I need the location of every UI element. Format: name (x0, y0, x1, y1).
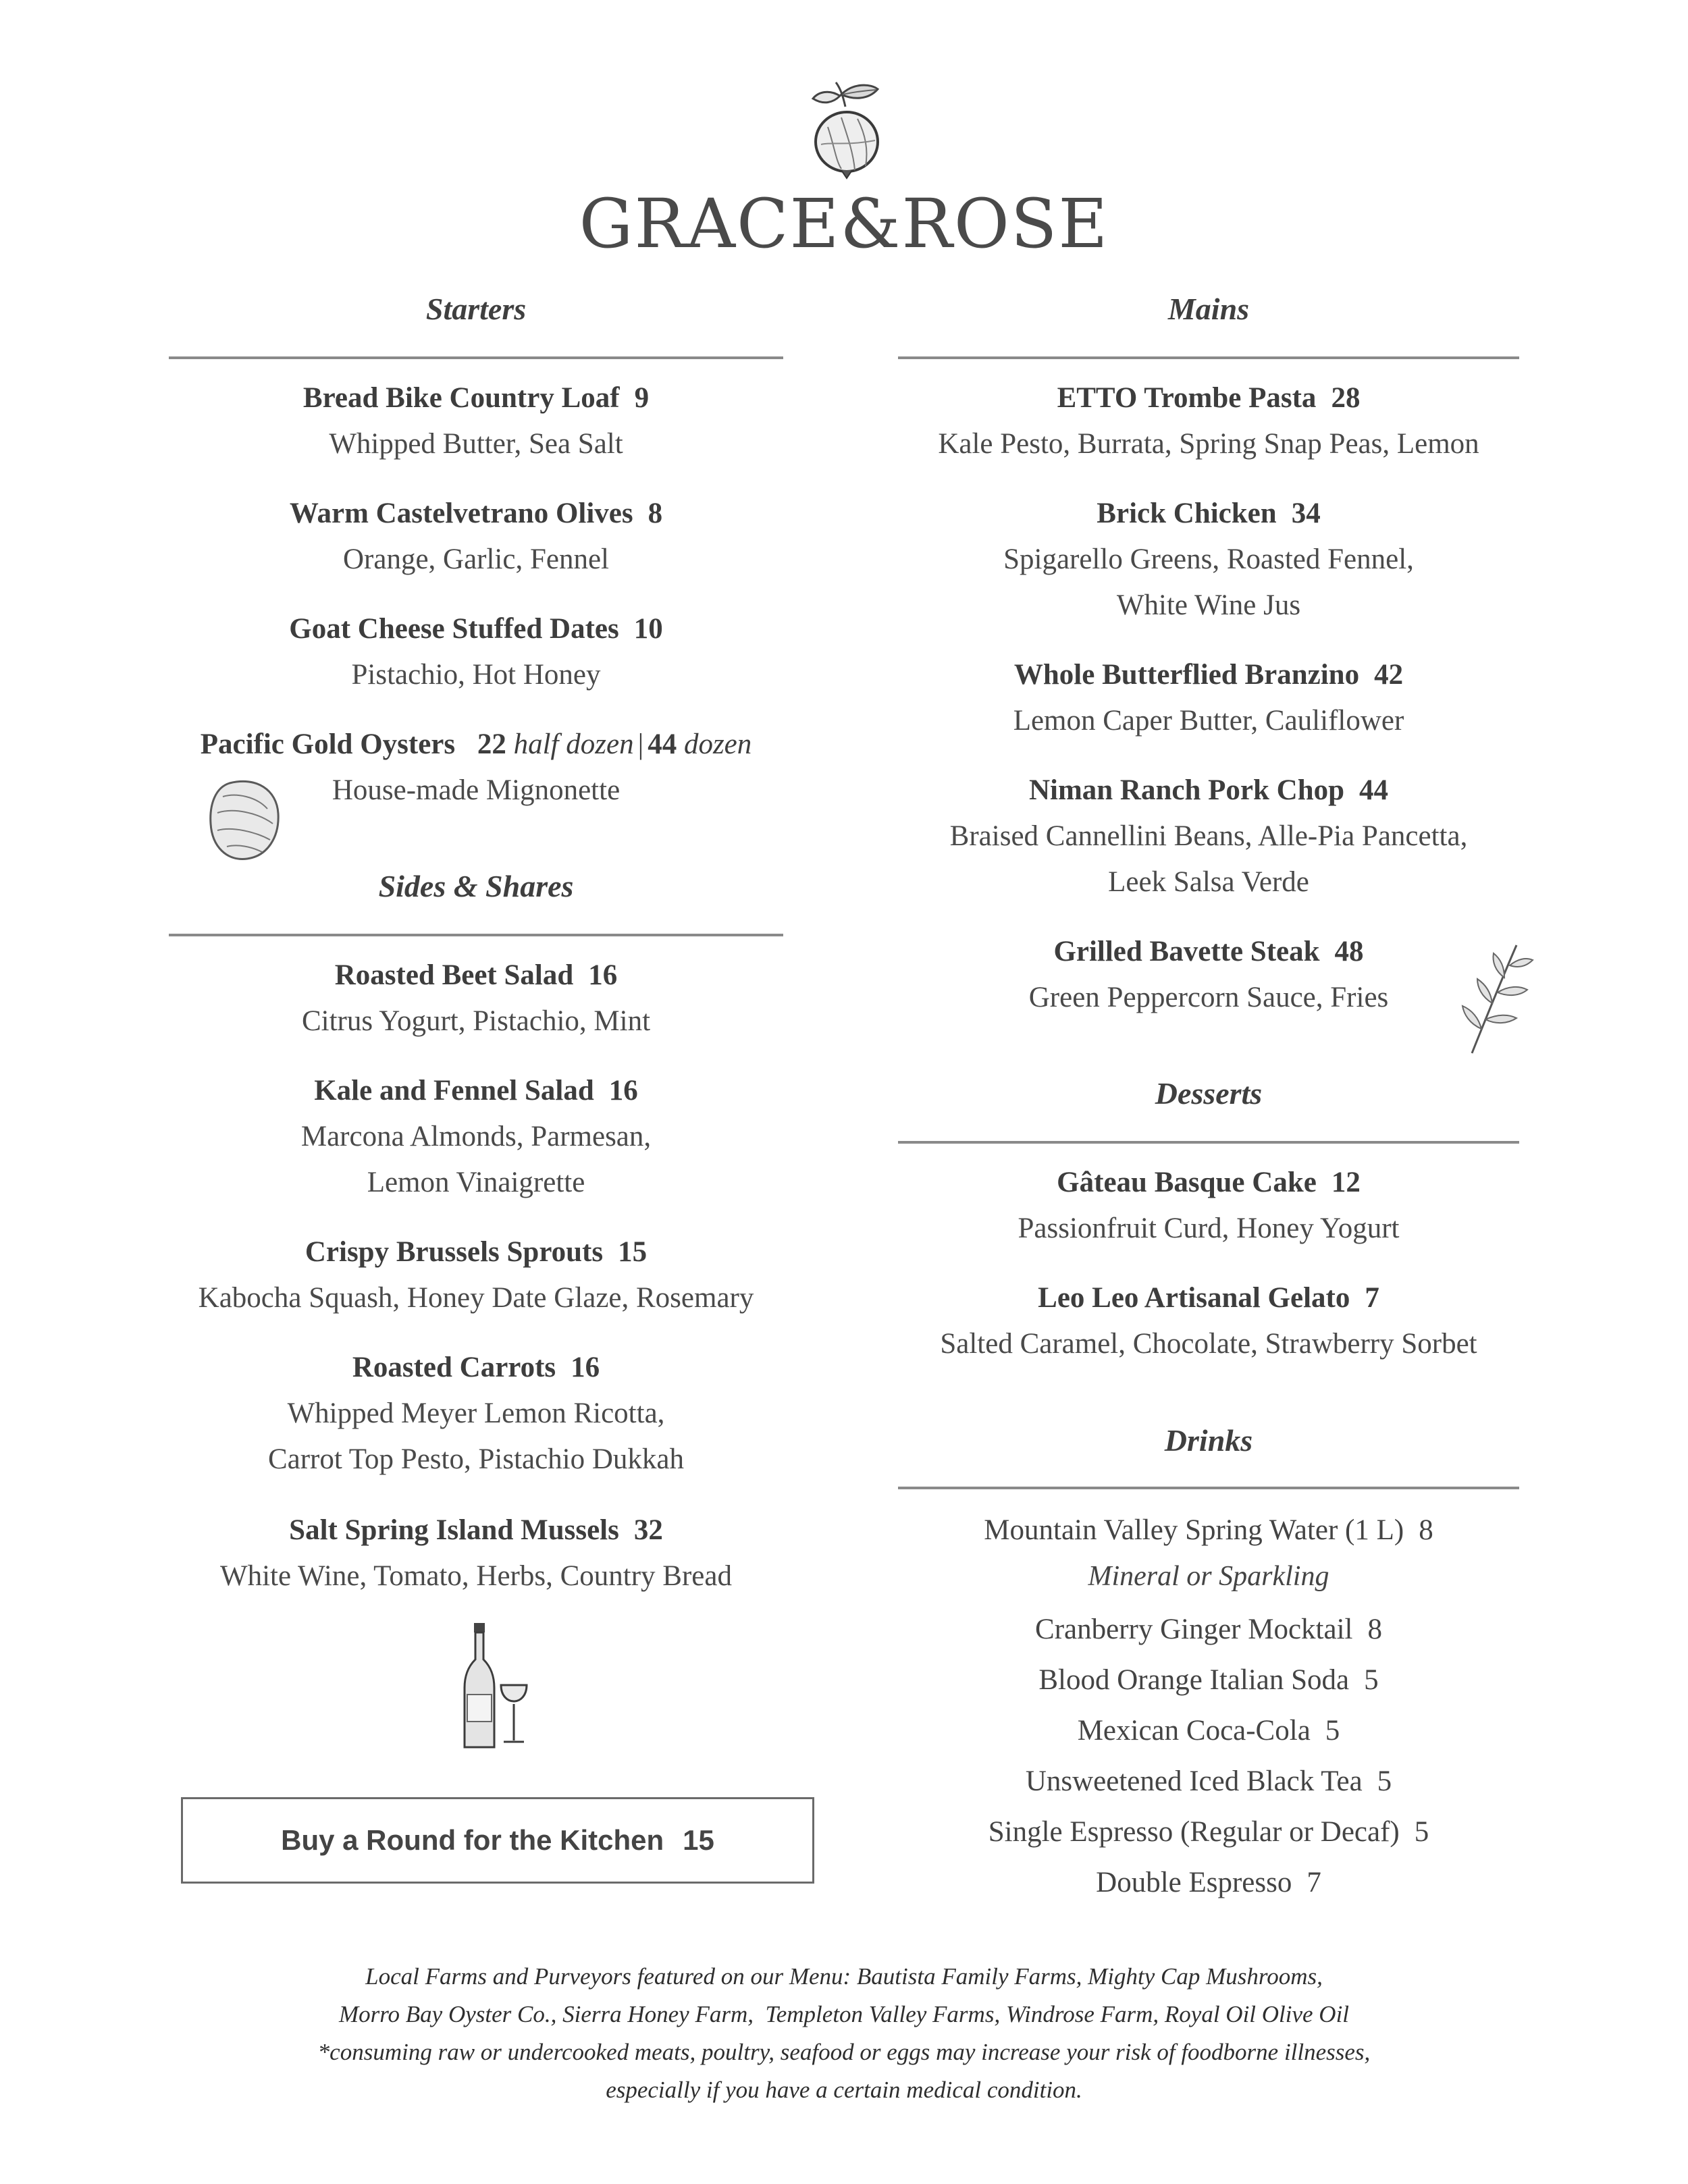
drink-price: 7 (1307, 1867, 1321, 1898)
item-price: 12 (1331, 1167, 1361, 1198)
menu-item (891, 1275, 1526, 1367)
item-price: 16 (588, 959, 618, 991)
item-description: Whipped Butter, Sea Salt (329, 428, 623, 460)
item-name: Kale and Fennel Salad (314, 1075, 594, 1107)
kitchen-round-label: Buy a Round for the Kitchen (281, 1824, 664, 1856)
drink-item (891, 1607, 1526, 1653)
mains-title: Mains (1167, 292, 1250, 326)
right-column (891, 0, 1526, 2184)
drink-name: Unsweetened Iced Black Tea (1025, 1765, 1363, 1797)
menu-item (162, 491, 790, 583)
desserts-divider (898, 1141, 1519, 1144)
item-price: 44 (1359, 774, 1389, 806)
drink-item (891, 1860, 1526, 1906)
menu-item (891, 375, 1526, 467)
oyster-icon (203, 776, 297, 864)
item-description: Pistachio, Hot Honey (351, 659, 601, 691)
item-name: Gâteau Basque Cake (1057, 1167, 1317, 1198)
item-price: 42 (1374, 659, 1404, 691)
item-price: 9 (634, 382, 650, 414)
drink-price: 5 (1377, 1765, 1392, 1797)
item-name: Salt Spring Island Mussels (289, 1514, 619, 1546)
item-name: Brick Chicken (1097, 498, 1277, 529)
drink-item (891, 1508, 1526, 1553)
fruit-icon (801, 80, 893, 181)
herb-sprig-icon (1452, 938, 1539, 1060)
mains-divider (898, 356, 1519, 359)
drinks-divider (898, 1487, 1519, 1489)
item-description: Passionfruit Curd, Honey Yogurt (1018, 1213, 1400, 1244)
item-description: Kale Pesto, Burrata, Spring Snap Peas, Lemon (938, 428, 1479, 460)
drink-name: Single Espresso (Regular or Decaf) (988, 1816, 1400, 1848)
drink-name: Double Espresso (1096, 1867, 1292, 1898)
brand-logo: GRACE&ROSE (579, 184, 1109, 263)
item-name: Crispy Brussels Sprouts (305, 1236, 604, 1268)
item-price: 16 (608, 1075, 638, 1107)
item-description: Whipped Meyer Lemon Ricotta, (287, 1397, 665, 1429)
item-price-half: 22 (477, 728, 506, 760)
item-name: Warm Castelvetrano Olives (289, 498, 633, 529)
menu-item (162, 1345, 790, 1483)
item-description: Kabocha Squash, Honey Date Glaze, Rosemary (198, 1282, 754, 1314)
item-name: Niman Ranch Pork Chop (1028, 774, 1345, 806)
drink-name: Cranberry Ginger Mocktail (1035, 1614, 1353, 1645)
sides-divider (169, 934, 783, 936)
dozen-label: dozen (683, 728, 752, 760)
item-name: Bread Bike Country Loaf (302, 382, 620, 414)
item-price: 15 (618, 1236, 648, 1268)
item-description: Marcona Almonds, Parmesan, (300, 1121, 652, 1152)
drinks-title: Drinks (1164, 1423, 1253, 1458)
item-price: 8 (648, 498, 663, 529)
kitchen-round-price: 15 (683, 1824, 714, 1856)
drink-price: 8 (1367, 1614, 1382, 1645)
menu-item (162, 375, 790, 467)
menu-item (891, 1160, 1526, 1252)
item-name: Leo Leo Artisanal Gelato (1038, 1282, 1350, 1314)
footer-line: especially if you have a certain medical condition. (606, 2077, 1082, 2103)
drink-item (891, 1708, 1526, 1754)
item-description: Lemon Vinaigrette (367, 1167, 585, 1198)
menu-item (891, 768, 1526, 905)
drink-item (891, 1759, 1526, 1805)
menu-item (891, 929, 1526, 1021)
desserts-title: Desserts (1155, 1076, 1263, 1111)
menu-item (162, 1508, 790, 1599)
menu-item (162, 953, 790, 1044)
item-price: 34 (1291, 498, 1321, 529)
item-description: Green Peppercorn Sauce, Fries (1028, 982, 1389, 1013)
item-description: White Wine Jus (1116, 589, 1301, 621)
drink-price: 5 (1364, 1664, 1379, 1696)
item-price: 16 (571, 1352, 600, 1383)
wine-bottle-icon (459, 1620, 533, 1755)
drink-price: 5 (1414, 1816, 1429, 1848)
item-description: Carrot Top Pesto, Pistachio Dukkah (267, 1443, 685, 1475)
item-name: Roasted Beet Salad (334, 959, 574, 991)
item-price: 48 (1334, 936, 1364, 967)
drink-item (891, 1657, 1526, 1703)
item-name: Roasted Carrots (352, 1352, 556, 1383)
item-description: White Wine, Tomato, Herbs, Country Bread (220, 1560, 732, 1592)
item-description: Leek Salsa Verde (1108, 866, 1309, 898)
drink-price: 8 (1419, 1514, 1433, 1546)
menu-item (162, 1229, 790, 1321)
drink-name: Blood Orange Italian Soda (1038, 1664, 1350, 1696)
item-description: Citrus Yogurt, Pistachio, Mint (301, 1005, 651, 1037)
half-dozen-label: half dozen (513, 728, 634, 760)
kitchen-round-box (181, 1797, 814, 1884)
footer-line: *consuming raw or undercooked meats, poultry, seafood or eggs may increase your risk of foodborne illnesses, (317, 2039, 1371, 2065)
drink-name: Mexican Coca-Cola (1077, 1715, 1311, 1747)
menu-item (891, 491, 1526, 629)
starters-divider (169, 356, 783, 359)
sides-title: Sides & Shares (378, 869, 574, 903)
item-description: Spigarello Greens, Roasted Fennel, (1003, 543, 1414, 575)
item-name: Pacific Gold Oysters (200, 728, 456, 760)
item-price: 7 (1365, 1282, 1379, 1314)
drink-subtext: Mineral or Sparkling (1088, 1561, 1329, 1592)
item-price: 28 (1331, 382, 1361, 414)
item-price: 32 (633, 1514, 663, 1546)
starters-title: Starters (425, 292, 527, 326)
item-name: ETTO Trombe Pasta (1057, 382, 1317, 414)
item-description: Orange, Garlic, Fennel (342, 543, 609, 575)
footer-line: Local Farms and Purveyors featured on our Menu: Bautista Family Farms, Mighty Cap Mushrooms, (365, 1963, 1323, 1990)
footer-line: Morro Bay Oyster Co., Sierra Honey Farm, Templeton Valley Farms, Windrose Farm, Royal Oil Olive Oil (338, 2001, 1350, 2027)
item-description: Lemon Caper Butter, Cauliflower (1013, 705, 1404, 737)
footer-notes (0, 1958, 1688, 2109)
item-description: Braised Cannellini Beans, Alle-Pia Pancetta, (949, 820, 1468, 852)
item-name: Goat Cheese Stuffed Dates (289, 613, 619, 645)
item-name: Whole Butterflied Branzino (1013, 659, 1360, 691)
menu-item (891, 652, 1526, 744)
menu-item (162, 1068, 790, 1206)
price-separator: | (637, 728, 644, 760)
drink-item (891, 1809, 1526, 1855)
drink-price: 5 (1325, 1715, 1340, 1747)
item-name: Grilled Bavette Steak (1053, 936, 1320, 967)
item-description: Salted Caramel, Chocolate, Strawberry Sorbet (940, 1328, 1477, 1360)
item-price: 10 (633, 613, 663, 645)
item-description: House-made Mignonette (332, 774, 621, 806)
drink-name: Mountain Valley Spring Water (1 L) (984, 1514, 1404, 1546)
item-price-dozen: 44 (648, 728, 677, 760)
menu-item (162, 606, 790, 698)
